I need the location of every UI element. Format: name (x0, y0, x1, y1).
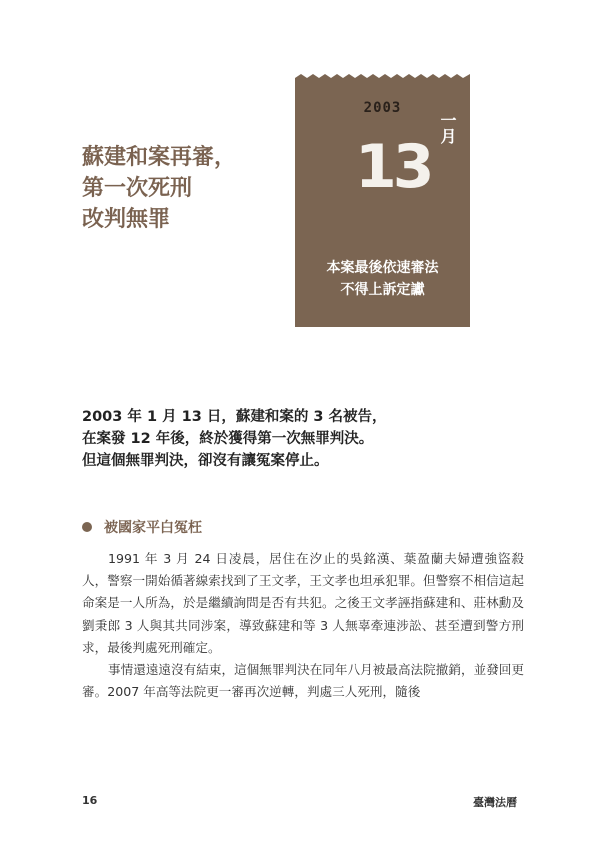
calendar-page (295, 82, 470, 327)
body-text (82, 548, 524, 703)
calendar-tear-edge (295, 74, 470, 84)
calendar-note-line-1: 本案最後依速審法 (326, 260, 439, 276)
intro-line-2: 在案發 12 年後，終於獲得第一次無罪判決。 (82, 431, 374, 447)
calendar-note (295, 257, 470, 301)
article-title (82, 142, 282, 235)
intro-summary (82, 406, 522, 472)
page-number: 16 (82, 794, 98, 807)
calendar-note-line-2: 不得上訴定讞 (340, 282, 425, 298)
bullet-dot-icon (82, 522, 92, 532)
book-title: 臺灣法曆 (473, 796, 517, 809)
body-paragraph-2: 事情還遠遠沒有結束，這個無罪判決在同年八月被最高法院撤銷，並發回更審。2007 年高等法院更一審再次逆轉，判處三人死刑，隨後 (82, 662, 524, 700)
section-heading (82, 517, 202, 537)
intro-line-1: 2003 年 1 月 13 日，蘇建和案的 3 名被告， (82, 409, 387, 425)
calendar-day: 13 (355, 132, 431, 202)
title-line-2: 第一次死刑 (82, 176, 193, 201)
title-line-3: 改判無罪 (82, 207, 171, 232)
title-line-1: 蘇建和案再審， (82, 145, 237, 170)
intro-line-3: 但這個無罪判決，卻沒有讓冤案停止。 (82, 453, 329, 469)
calendar-year: 2003 (363, 100, 402, 116)
calendar-month: 一月 (438, 112, 457, 144)
body-paragraph-1: 1991 年 3 月 24 日凌晨，居住在汐止的吳銘漢、葉盈蘭夫婦遭強盜殺人，警察一開始循著線索找到了王文孝，王文孝也坦承犯罪。但警察不相信這起命案是一人所為，於是繼續詢問是否有共犯。之後王文孝誣指蘇建和、莊林勳及劉秉郎 3 人與其共同涉案，導致蘇建和等 3 人無辜牽連涉訟、甚至遭到警方刑求，最後判處死刑確定。 (82, 551, 524, 655)
section-heading-label: 被國家平白冤枉 (104, 520, 202, 536)
